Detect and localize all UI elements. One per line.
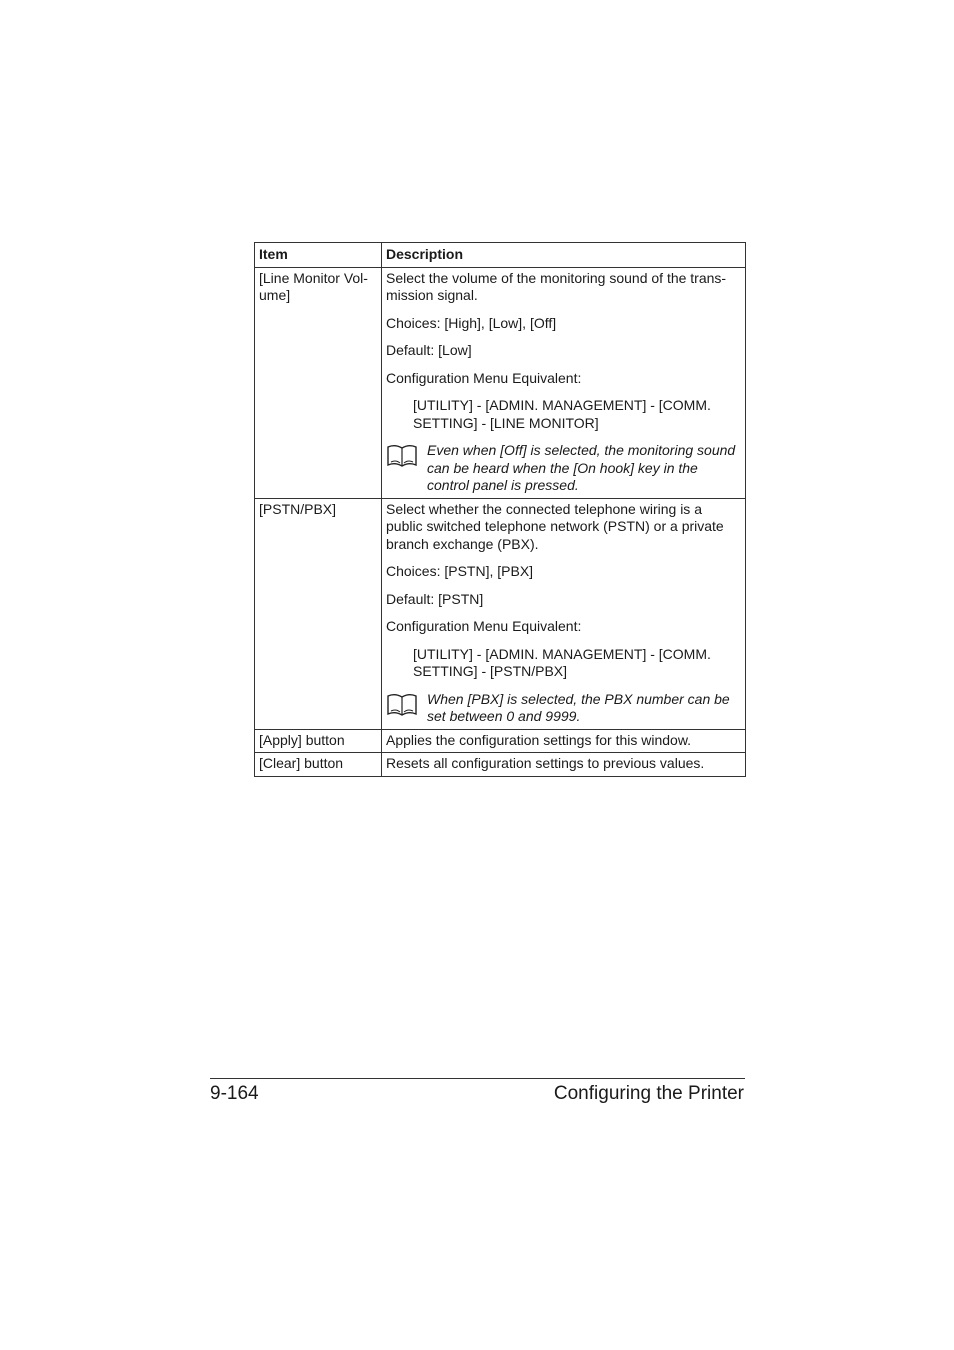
note-block (386, 691, 741, 726)
config-path: [UTILITY] - [ADMIN. MANAGEMENT] - [COMM. SETTING] - [PSTN/PBX] (413, 645, 711, 679)
description-cell (382, 729, 746, 753)
note-text: Even when [Off] is selected, the monitoring sound can be heard when the [On hook] key in the control panel is pressed. (427, 442, 736, 493)
description-text: Select the volume of the monitoring sound of the trans-mission signal. (386, 269, 727, 303)
footer-rule (210, 1078, 745, 1079)
page-number: 9-164 (210, 1083, 259, 1104)
description-text: Select whether the connected telephone wiring is a public switched telephone network (PSTN) or a private branch exchange (PBX). (386, 500, 724, 552)
book-note-icon (386, 691, 422, 722)
chapter-title: Configuring the Printer (553, 1083, 744, 1104)
description-cell (382, 267, 746, 498)
table-header-row (255, 243, 746, 268)
default-text: Default: [Low] (386, 342, 472, 358)
settings-table (254, 242, 746, 777)
config-path: [UTILITY] - [ADMIN. MANAGEMENT] - [COMM. SETTING] - [LINE MONITOR] (413, 397, 711, 431)
description-cell (382, 498, 746, 729)
item-cell (255, 267, 382, 498)
item-cell: [PSTN/PBX] (255, 498, 382, 729)
table-row (255, 498, 746, 729)
choices-text: Choices: [PSTN], [PBX] (386, 563, 534, 579)
config-label: Configuration Menu Equivalent: (386, 618, 582, 634)
item-cell: [Apply] button (255, 729, 382, 753)
config-label: Configuration Menu Equivalent: (386, 369, 582, 386)
note-text: When [PBX] is selected, the PBX number can be set between 0 and 9999. (427, 690, 730, 724)
item-cell: [Clear] button (255, 753, 382, 777)
table-row (255, 267, 746, 498)
table-row (255, 729, 746, 753)
note-block (386, 442, 741, 495)
table-row (255, 753, 746, 777)
default-text: Default: [PSTN] (386, 590, 484, 607)
item-label-line1: [Line Monitor Vol- (259, 269, 368, 286)
column-header-description: Description (382, 243, 746, 268)
description-text: Applies the configuration settings for this window. (386, 731, 692, 748)
choices-text: Choices: [High], [Low], [Off] (386, 314, 557, 331)
column-header-item: Item (255, 243, 382, 268)
description-text: Resets all configuration settings to previous values. (386, 755, 705, 771)
book-note-icon (386, 442, 422, 473)
description-cell (382, 753, 746, 777)
item-label-line2: ume] (259, 287, 291, 303)
